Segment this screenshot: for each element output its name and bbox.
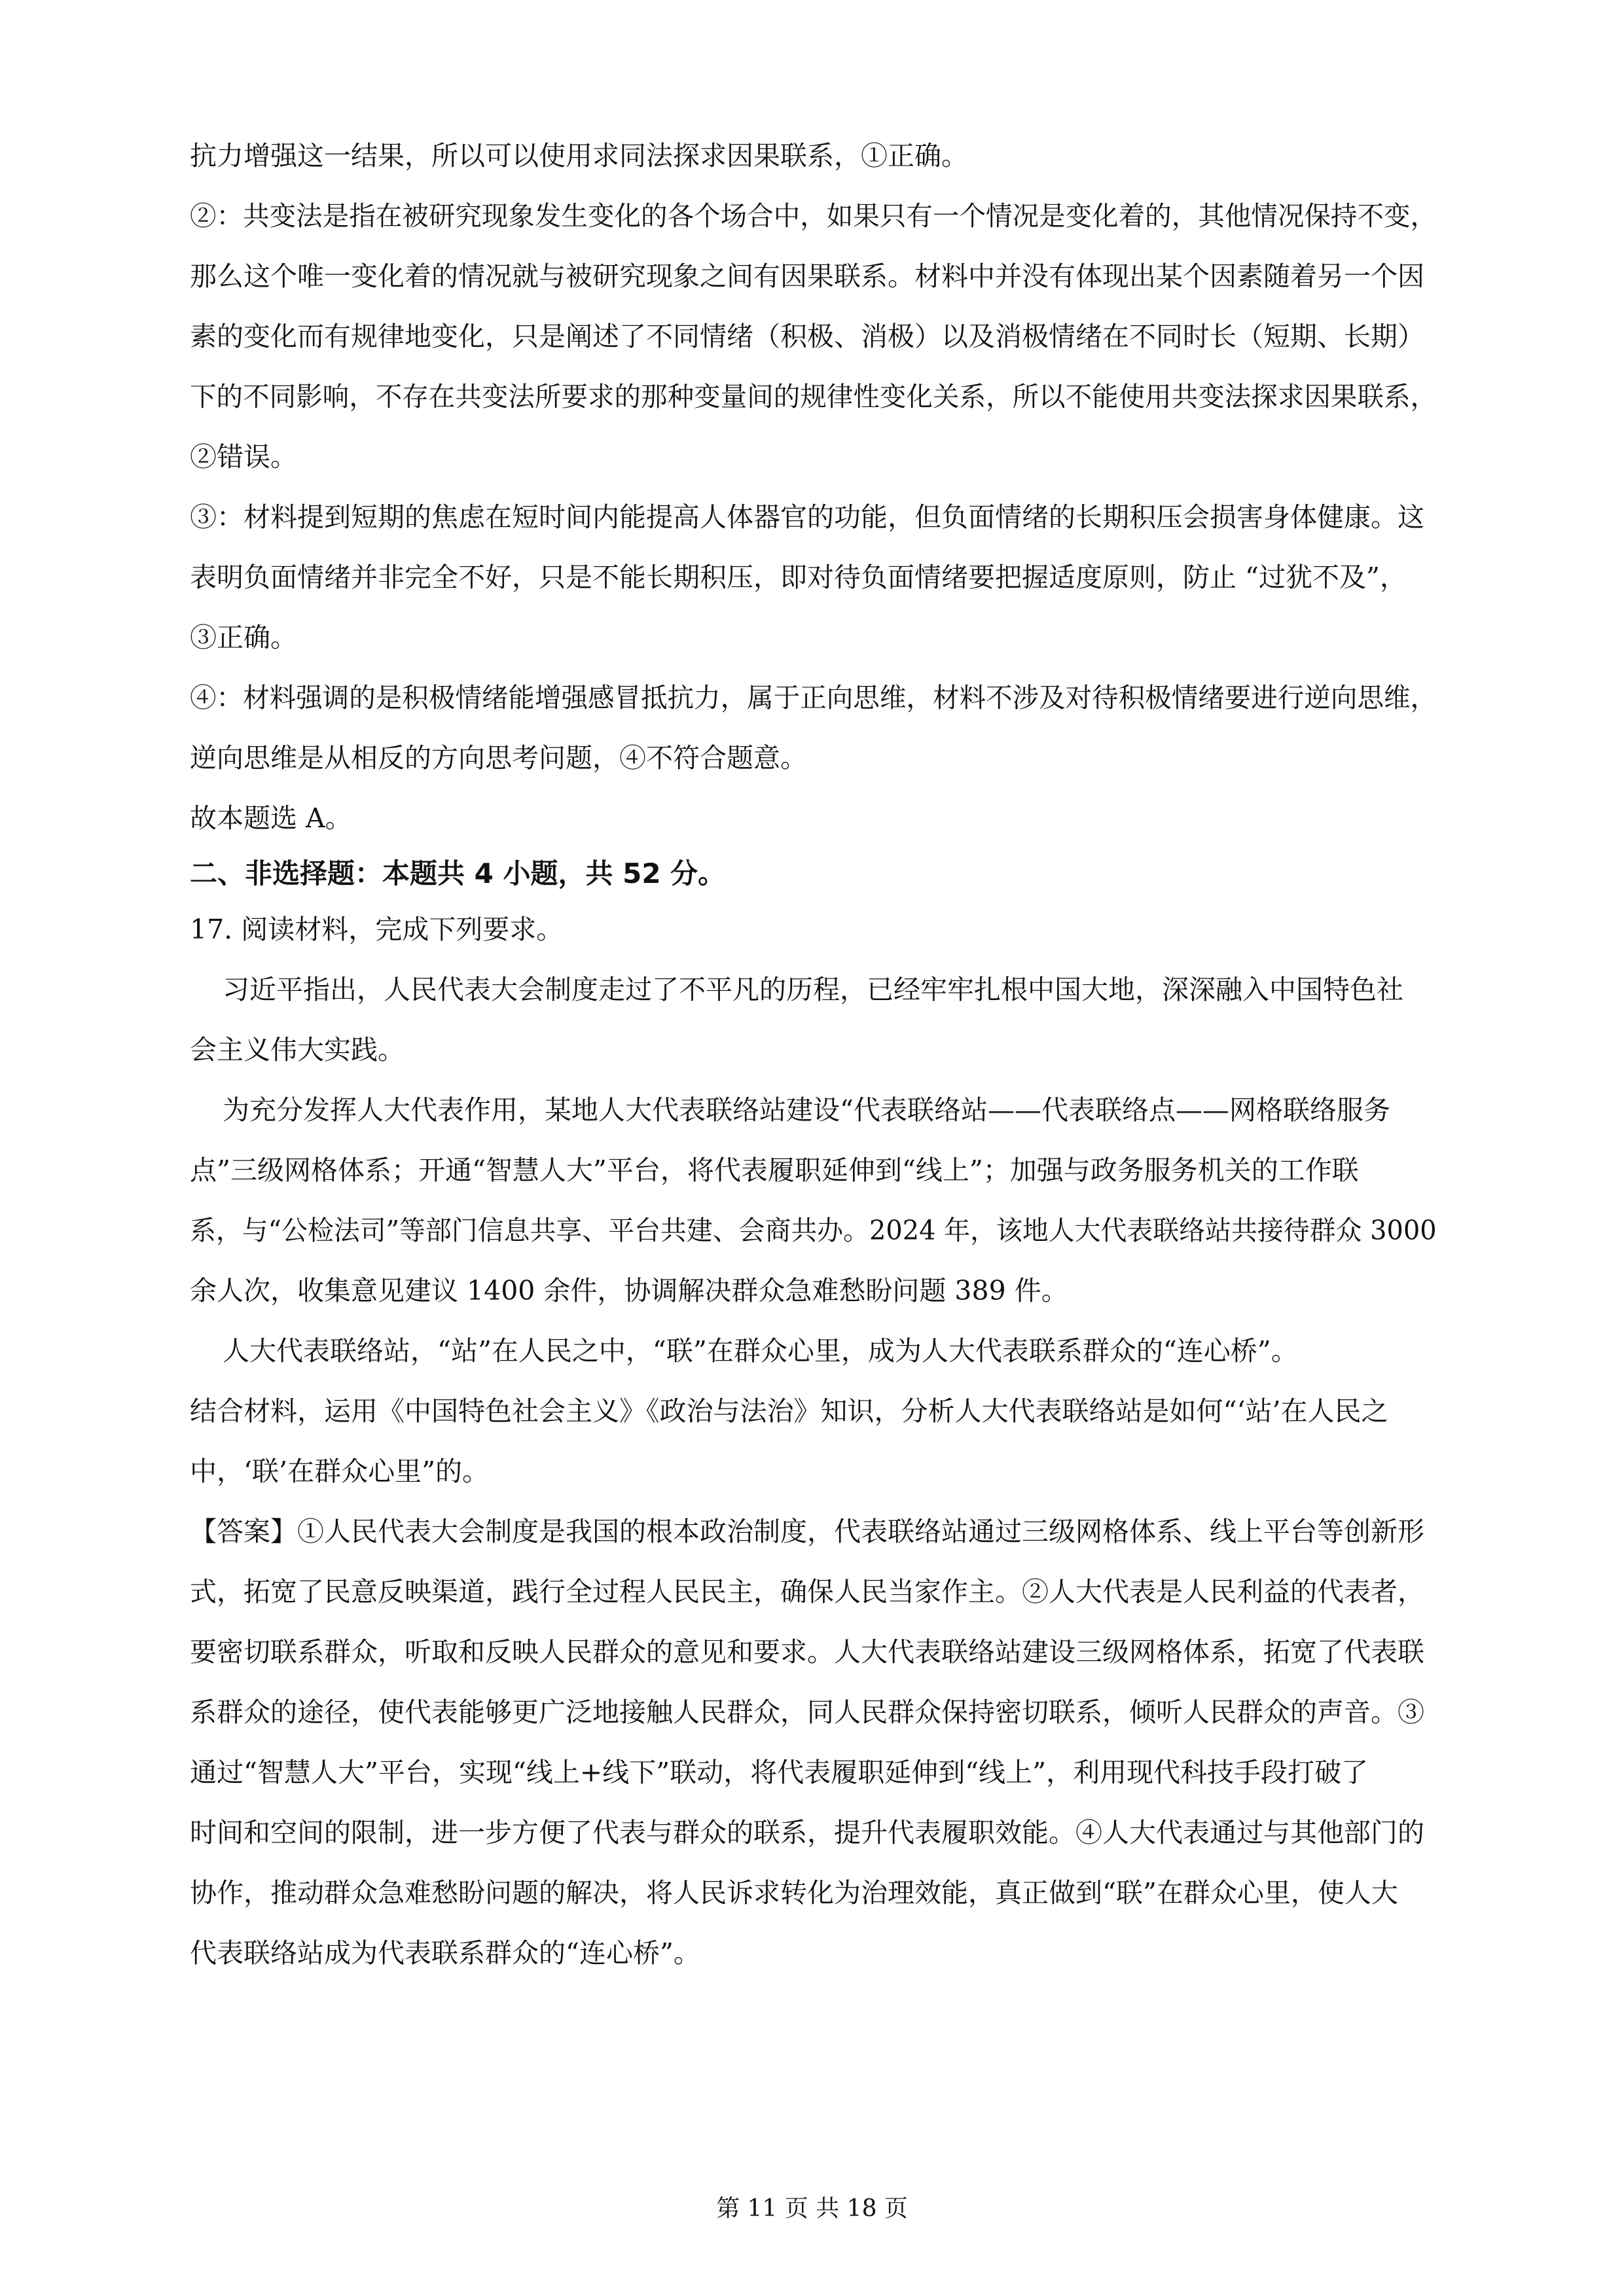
requirement-line: 中，‘联’在群众心里”的。	[190, 1456, 490, 1487]
material-line: 系，与“公检法司”等部门信息共享、平台共建、会商共办。2024 年，该地人大代表联络站共接待群众 3000	[190, 1215, 1437, 1246]
answer-line: 式，拓宽了民意反映渠道，践行全过程人民民主，确保人民当家作主。②人大代表是人民利益的代表者，	[190, 1576, 1424, 1607]
text-line: 逆向思维是从相反的方向思考问题，④不符合题意。	[190, 742, 807, 774]
text-line: 抗力增强这一结果，所以可以使用求同法探求因果联系，①正确。	[190, 140, 968, 171]
text-line: ③：材料提到短期的焦虑在短时间内能提高人体器官的功能，但负面情绪的长期积压会损害身体健康。这	[190, 501, 1424, 533]
text-line: 那么这个唯一变化着的情况就与被研究现象之间有因果联系。材料中并没有体现出某个因素随着另一个因	[190, 260, 1424, 292]
answer-line: 系群众的途径，使代表能够更广泛地接触人民群众，同人民群众保持密切联系，倾听人民群众的声音。③	[190, 1696, 1424, 1728]
material-line: 会主义伟大实践。	[190, 1034, 405, 1066]
answer-line: 代表联络站成为代表联系群众的“连心桥”。	[190, 1937, 700, 1969]
answer-line: 协作，推动群众急难愁盼问题的解决，将人民诉求转化为治理效能，真正做到“联”在群众心里，使人大	[190, 1877, 1398, 1909]
text-line: 下的不同影响，不存在共变法所要求的那种变量间的规律性变化关系，所以不能使用共变法探求因果联系，	[190, 381, 1437, 412]
material-line: 点”三级网格体系；开通“智慧人大”平台，将代表履职延伸到“线上”；加强与政务服务机关的工作联	[190, 1155, 1359, 1186]
text-line: 表明负面情绪并非完全不好，只是不能长期积压，即对待负面情绪要把握适度原则，防止 “过犹不及”，	[190, 562, 1407, 593]
material-line: 习近平指出，人民代表大会制度走过了不平凡的历程，已经牢牢扎根中国大地，深深融入中国特色社	[223, 974, 1403, 1005]
section-heading: 二、非选择题：本题共 4 小题，共 52 分。	[190, 857, 726, 889]
page-footer: 第 11 页 共 18 页	[716, 2195, 908, 2222]
answer-line: 【答案】①人民代表大会制度是我国的根本政治制度，代表联络站通过三级网格体系、线上平台等创新形	[190, 1516, 1424, 1547]
text-line: ④：材料强调的是积极情绪能增强感冒抵抗力，属于正向思维，材料不涉及对待积极情绪要进行逆向思维，	[190, 682, 1437, 713]
question-stem: 17. 阅读材料，完成下列要求。	[190, 914, 564, 945]
answer-line: 通过“智慧人大”平台，实现“线上+线下”联动，将代表履职延伸到“线上”，利用现代科技手段打破了	[190, 1757, 1369, 1788]
material-line: 人大代表联络站，“站”在人民之中，“联”在群众心里，成为人大代表联系群众的“连心桥”。	[223, 1335, 1298, 1367]
text-line: ②：共变法是指在被研究现象发生变化的各个场合中，如果只有一个情况是变化着的，其他情况保持不变，	[190, 200, 1437, 232]
requirement-line: 结合材料，运用《中国特色社会主义》《政治与法治》知识，分析人大代表联络站是如何“‘站’在人民之	[190, 1395, 1388, 1427]
text-line: 故本题选 A。	[190, 802, 352, 834]
material-line: 为充分发挥人大代表作用，某地人大代表联络站建设“代表联络站——代表联络点——网格联络服务	[223, 1094, 1390, 1126]
text-line: ②错误。	[190, 441, 297, 473]
text-line: ③正确。	[190, 622, 297, 653]
answer-line: 要密切联系群众，听取和反映人民群众的意见和要求。人大代表联络站建设三级网格体系，拓宽了代表联	[190, 1636, 1424, 1668]
material-line: 余人次，收集意见建议 1400 余件，协调解决群众急难愁盼问题 389 件。	[190, 1275, 1068, 1306]
answer-line: 时间和空间的限制，进一步方便了代表与群众的联系，提升代表履职效能。④人大代表通过与其他部门的	[190, 1817, 1424, 1848]
text-line: 素的变化而有规律地变化，只是阐述了不同情绪（积极、消极）以及消极情绪在不同时长（短期、长期）	[190, 321, 1424, 352]
